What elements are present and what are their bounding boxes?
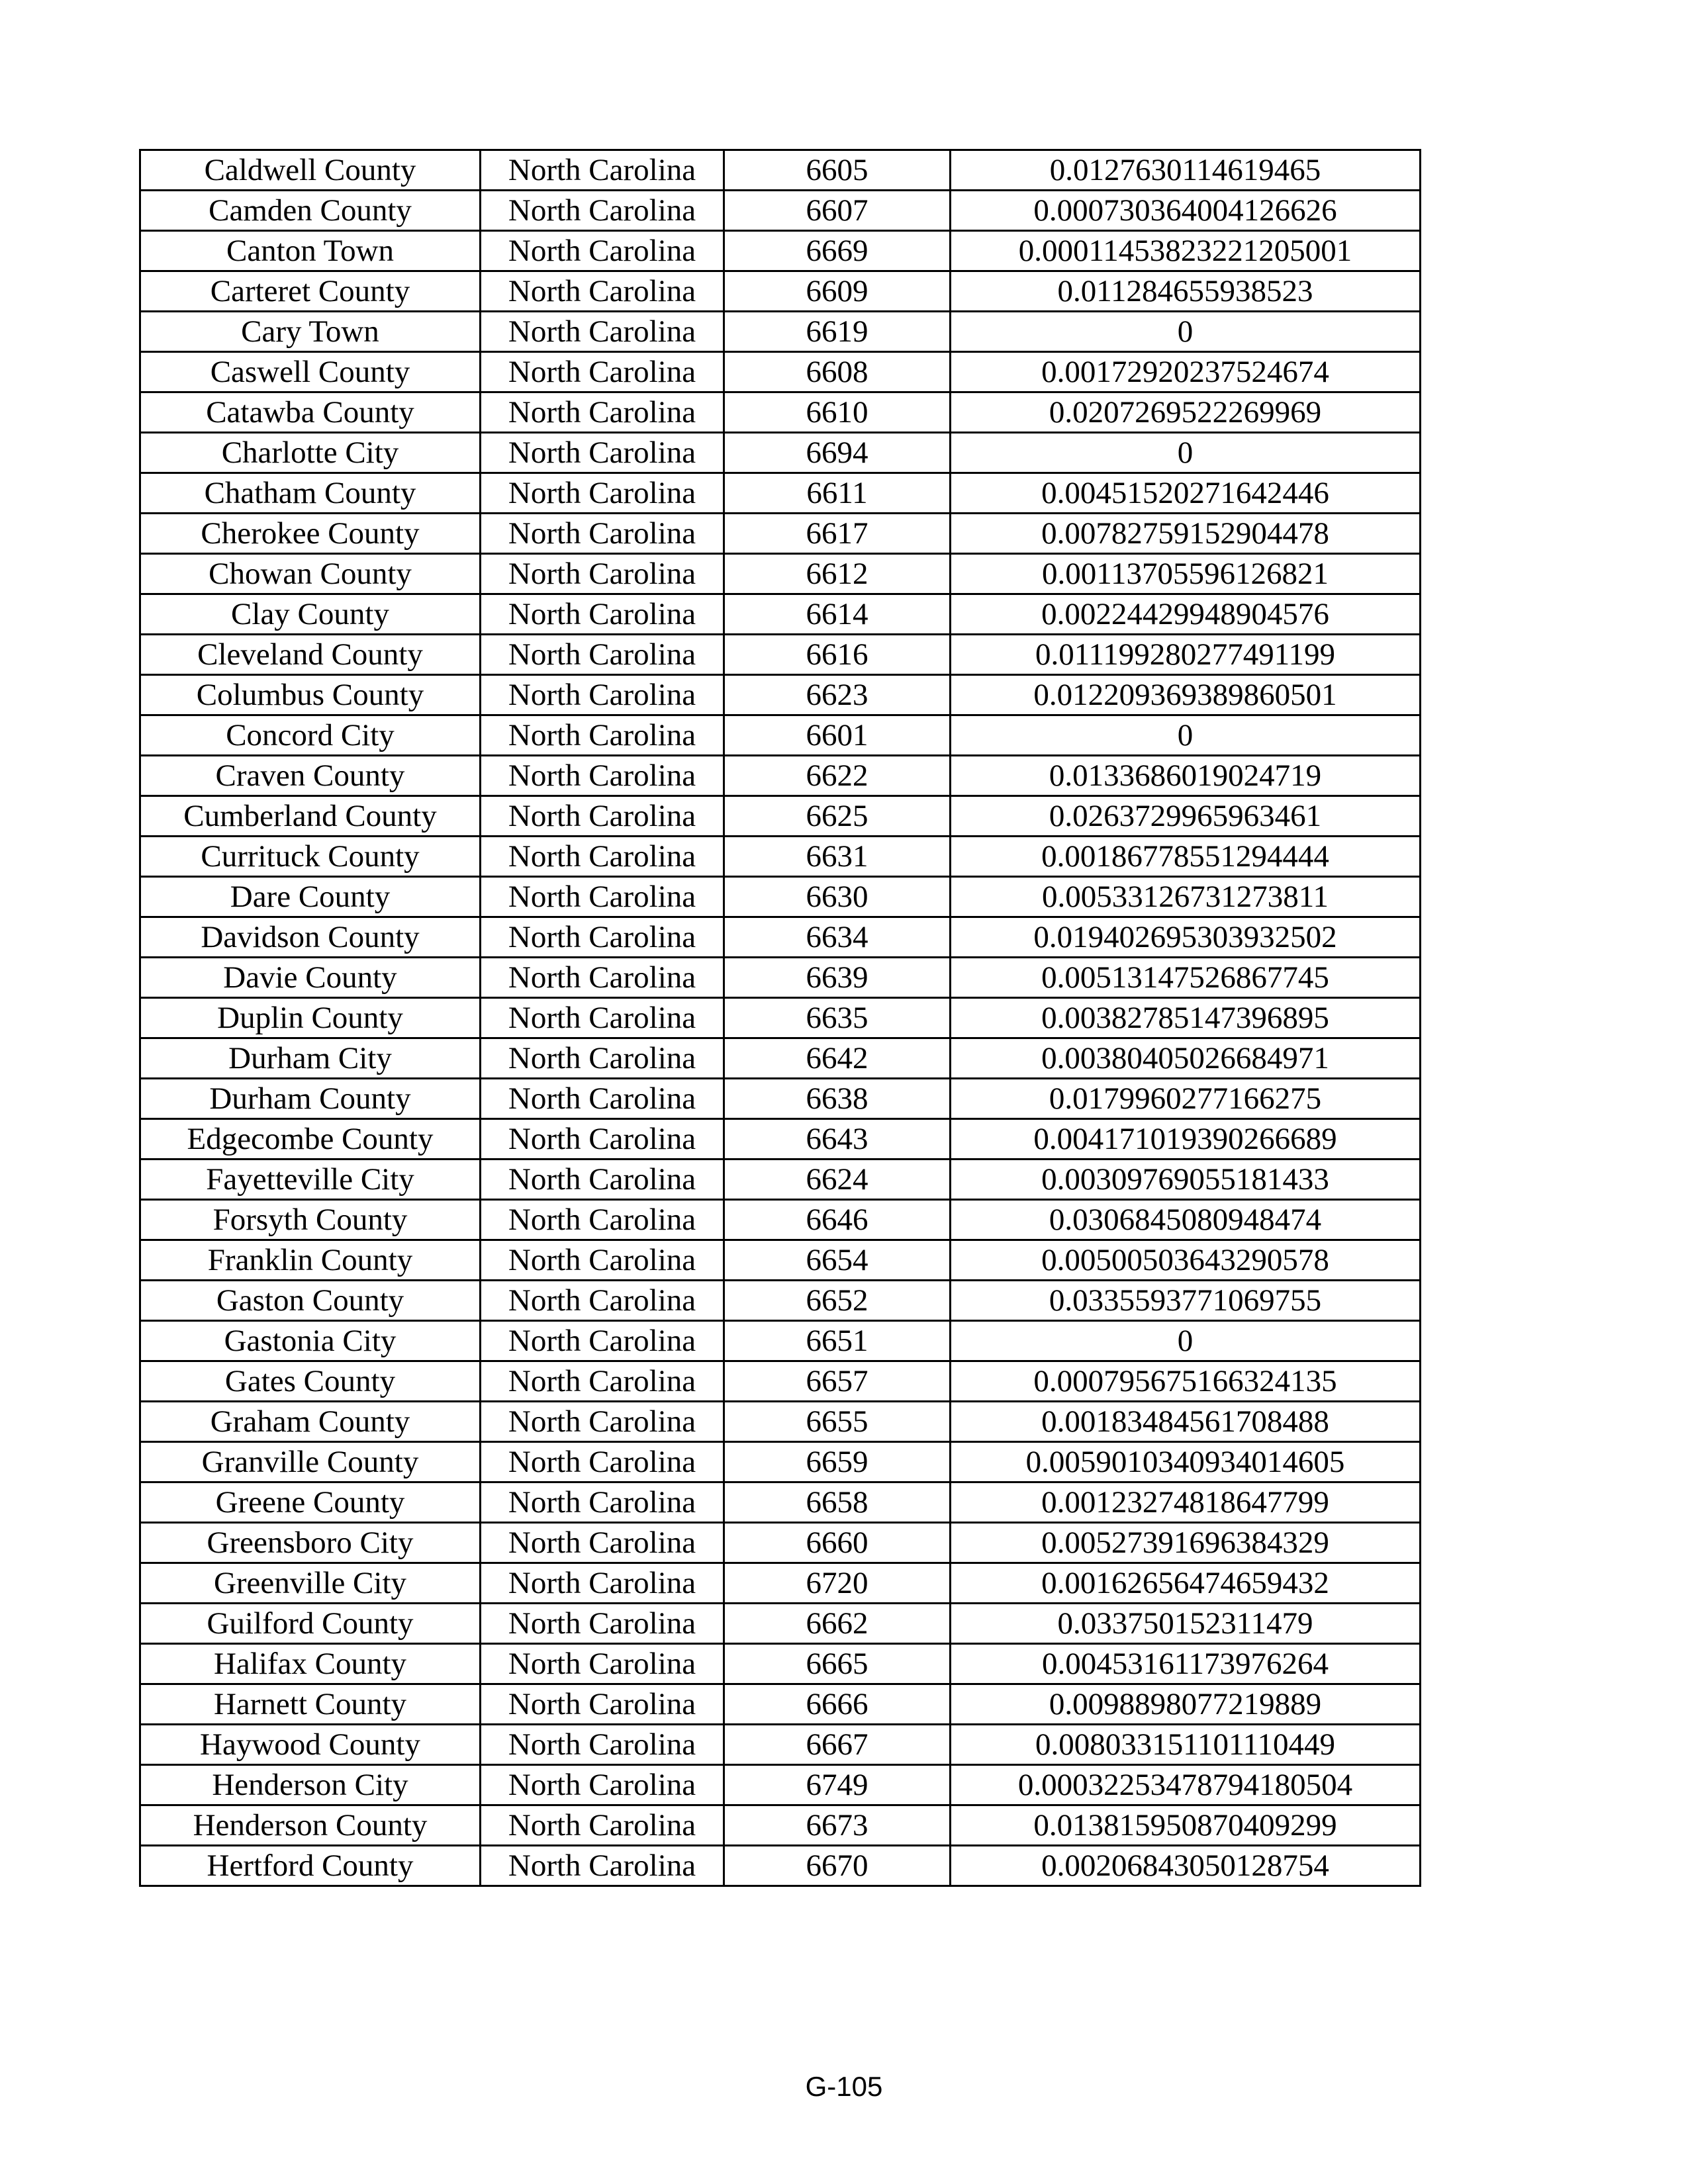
code-cell: 6610 [724,392,951,433]
state-cell: North Carolina [481,473,724,514]
state-cell: North Carolina [481,514,724,554]
code-cell: 6611 [724,473,951,514]
state-cell: North Carolina [481,1563,724,1604]
code-cell: 6654 [724,1240,951,1281]
state-cell: North Carolina [481,594,724,635]
code-cell: 6605 [724,150,951,191]
code-cell: 6612 [724,554,951,594]
state-cell: North Carolina [481,1765,724,1805]
subdivision-name-cell: Harnett County [140,1684,481,1725]
state-cell: North Carolina [481,635,724,675]
subdivision-name-cell: Clay County [140,594,481,635]
subdivision-name-cell: Carteret County [140,271,481,312]
code-cell: 6667 [724,1725,951,1765]
table-row [140,635,1421,675]
table-row [140,1200,1421,1240]
state-cell: North Carolina [481,1644,724,1684]
subdivision-name-cell: Concord City [140,715,481,756]
code-cell: 6630 [724,877,951,917]
table-row [140,514,1421,554]
state-cell: North Carolina [481,877,724,917]
table-row [140,352,1421,392]
code-cell: 6608 [724,352,951,392]
allocation-value-cell: 0.0098898077219889 [951,1684,1421,1725]
state-cell: North Carolina [481,1604,724,1644]
code-cell: 6616 [724,635,951,675]
allocation-value-cell: 0.00533126731273811 [951,877,1421,917]
code-cell: 6651 [724,1321,951,1361]
code-cell: 6660 [724,1523,951,1563]
state-cell: North Carolina [481,1200,724,1240]
allocation-value-cell: 0.0179960277166275 [951,1079,1421,1119]
state-cell: North Carolina [481,1482,724,1523]
table-row [140,917,1421,958]
allocation-value-cell: 0.000730364004126626 [951,191,1421,231]
table-row [140,1805,1421,1846]
table-body [140,150,1421,1886]
code-cell: 6609 [724,271,951,312]
allocation-value-cell: 0.00380405026684971 [951,1038,1421,1079]
subdivision-name-cell: Dare County [140,877,481,917]
table-row [140,1361,1421,1402]
code-cell: 6646 [724,1200,951,1240]
state-cell: North Carolina [481,1361,724,1402]
allocation-value-cell: 0.00513147526867745 [951,958,1421,998]
state-cell: North Carolina [481,1321,724,1361]
table-row [140,554,1421,594]
code-cell: 6643 [724,1119,951,1160]
code-cell: 6614 [724,594,951,635]
table-row [140,1119,1421,1160]
table-row [140,433,1421,473]
table-row [140,312,1421,352]
table-row [140,796,1421,837]
subdivision-name-cell: Currituck County [140,837,481,877]
subdivision-name-cell: Greene County [140,1482,481,1523]
code-cell: 6634 [724,917,951,958]
allocation-value-cell: 0.0207269522269969 [951,392,1421,433]
state-cell: North Carolina [481,1442,724,1482]
subdivision-name-cell: Charlotte City [140,433,481,473]
allocation-value-cell: 0.00782759152904478 [951,514,1421,554]
table-row [140,150,1421,191]
code-cell: 6659 [724,1442,951,1482]
state-cell: North Carolina [481,150,724,191]
code-cell: 6624 [724,1160,951,1200]
allocation-value-cell: 0.00172920237524674 [951,352,1421,392]
subdivision-name-cell: Cleveland County [140,635,481,675]
table-row [140,1644,1421,1684]
subdivision-name-cell: Edgecombe County [140,1119,481,1160]
state-cell: North Carolina [481,1119,724,1160]
allocation-value-cell: 0.00113705596126821 [951,554,1421,594]
allocation-value-cell: 0.000795675166324135 [951,1361,1421,1402]
subdivision-name-cell: Hertford County [140,1846,481,1886]
allocation-value-cell: 0.00382785147396895 [951,998,1421,1038]
code-cell: 6642 [724,1038,951,1079]
state-cell: North Carolina [481,998,724,1038]
subdivision-name-cell: Graham County [140,1402,481,1442]
allocation-value-cell: 0.0263729965963461 [951,796,1421,837]
code-cell: 6622 [724,756,951,796]
code-cell: 6657 [724,1361,951,1402]
code-cell: 6631 [724,837,951,877]
table-row [140,1684,1421,1725]
allocation-value-cell: 0.00162656474659432 [951,1563,1421,1604]
state-cell: North Carolina [481,231,724,271]
subdivision-name-cell: Halifax County [140,1644,481,1684]
allocation-value-cell: 0.00527391696384329 [951,1523,1421,1563]
subdivision-name-cell: Guilford County [140,1604,481,1644]
state-cell: North Carolina [481,917,724,958]
code-cell: 6673 [724,1805,951,1846]
subdivision-name-cell: Gastonia City [140,1321,481,1361]
state-cell: North Carolina [481,756,724,796]
subdivision-name-cell: Durham County [140,1079,481,1119]
allocation-value-cell: 0.00224429948904576 [951,594,1421,635]
subdivision-name-cell: Forsyth County [140,1200,481,1240]
table-row [140,1482,1421,1523]
table-row [140,1160,1421,1200]
table-row [140,756,1421,796]
subdivision-name-cell: Davie County [140,958,481,998]
allocation-value-cell: 0 [951,312,1421,352]
table-row [140,675,1421,715]
table-row [140,1281,1421,1321]
table-row [140,271,1421,312]
allocation-value-cell: 0.0133686019024719 [951,756,1421,796]
subdivision-name-cell: Caldwell County [140,150,481,191]
code-cell: 6635 [724,998,951,1038]
state-cell: North Carolina [481,1725,724,1765]
subdivision-name-cell: Cumberland County [140,796,481,837]
allocation-value-cell: 0.00309769055181433 [951,1160,1421,1200]
subdivision-name-cell: Gates County [140,1361,481,1402]
state-cell: North Carolina [481,1079,724,1119]
subdivision-name-cell: Cary Town [140,312,481,352]
subdivision-name-cell: Durham City [140,1038,481,1079]
allocation-value-cell: 0.00453161173976264 [951,1644,1421,1684]
code-cell: 6617 [724,514,951,554]
code-cell: 6720 [724,1563,951,1604]
table-row [140,1402,1421,1442]
subdivision-name-cell: Chowan County [140,554,481,594]
subdivision-name-cell: Catawba County [140,392,481,433]
subdivision-name-cell: Davidson County [140,917,481,958]
state-cell: North Carolina [481,1240,724,1281]
allocation-value-cell: 0.00206843050128754 [951,1846,1421,1886]
table-row [140,1321,1421,1361]
table-row [140,1038,1421,1079]
allocation-value-cell: 0.00123274818647799 [951,1482,1421,1523]
state-cell: North Carolina [481,271,724,312]
allocation-value-cell: 0.011199280277491199 [951,635,1421,675]
code-cell: 6662 [724,1604,951,1644]
code-cell: 6652 [724,1281,951,1321]
state-cell: North Carolina [481,1523,724,1563]
code-cell: 6669 [724,231,951,271]
table-row [140,998,1421,1038]
allocation-value-cell: 0.008033151101110449 [951,1725,1421,1765]
state-cell: North Carolina [481,796,724,837]
subdivision-name-cell: Cherokee County [140,514,481,554]
allocation-value-cell: 0.011284655938523 [951,271,1421,312]
subdivision-name-cell: Caswell County [140,352,481,392]
allocation-value-cell: 0.00500503643290578 [951,1240,1421,1281]
state-cell: North Carolina [481,352,724,392]
table-row [140,1563,1421,1604]
allocation-value-cell: 0.033750152311479 [951,1604,1421,1644]
code-cell: 6619 [724,312,951,352]
code-cell: 6623 [724,675,951,715]
code-cell: 6658 [724,1482,951,1523]
table-row [140,594,1421,635]
allocation-value-cell: 0.00183484561708488 [951,1402,1421,1442]
table-row [140,473,1421,514]
code-cell: 6625 [724,796,951,837]
code-cell: 6655 [724,1402,951,1442]
state-cell: North Carolina [481,837,724,877]
allocation-value-cell: 0.019402695303932502 [951,917,1421,958]
table-row [140,1442,1421,1482]
subdivision-name-cell: Columbus County [140,675,481,715]
subdivision-name-cell: Gaston County [140,1281,481,1321]
table-row [140,837,1421,877]
allocation-value-cell: 0.0059010340934014605 [951,1442,1421,1482]
state-cell: North Carolina [481,1281,724,1321]
allocation-value-cell: 0.004171019390266689 [951,1119,1421,1160]
subdivision-name-cell: Fayetteville City [140,1160,481,1200]
table-row [140,1604,1421,1644]
state-cell: North Carolina [481,1684,724,1725]
state-cell: North Carolina [481,1805,724,1846]
allocation-table [139,149,1421,1887]
subdivision-name-cell: Chatham County [140,473,481,514]
table-row [140,1523,1421,1563]
subdivision-name-cell: Henderson County [140,1805,481,1846]
table-row [140,715,1421,756]
state-cell: North Carolina [481,1038,724,1079]
state-cell: North Carolina [481,554,724,594]
table-row [140,958,1421,998]
allocation-value-cell: 0.0127630114619465 [951,150,1421,191]
allocation-value-cell: 0 [951,715,1421,756]
code-cell: 6607 [724,191,951,231]
code-cell: 6670 [724,1846,951,1886]
subdivision-name-cell: Canton Town [140,231,481,271]
code-cell: 6665 [724,1644,951,1684]
allocation-value-cell: 0.0335593771069755 [951,1281,1421,1321]
table-row [140,877,1421,917]
allocation-value-cell: 0.0306845080948474 [951,1200,1421,1240]
allocation-value-cell: 0.00186778551294444 [951,837,1421,877]
table-row [140,191,1421,231]
page-number: G-105 [805,2071,883,2102]
state-cell: North Carolina [481,1846,724,1886]
allocation-value-cell: 0.013815950870409299 [951,1805,1421,1846]
code-cell: 6639 [724,958,951,998]
state-cell: North Carolina [481,1402,724,1442]
subdivision-name-cell: Greensboro City [140,1523,481,1563]
subdivision-name-cell: Henderson City [140,1765,481,1805]
subdivision-name-cell: Camden County [140,191,481,231]
table-row [140,1846,1421,1886]
allocation-value-cell: 0.00011453823221205001 [951,231,1421,271]
allocation-value-cell: 0.00032253478794180504 [951,1765,1421,1805]
state-cell: North Carolina [481,958,724,998]
state-cell: North Carolina [481,433,724,473]
table-row [140,1240,1421,1281]
state-cell: North Carolina [481,675,724,715]
table-row [140,231,1421,271]
table-row [140,392,1421,433]
table-row [140,1725,1421,1765]
table-row [140,1079,1421,1119]
allocation-value-cell: 0 [951,1321,1421,1361]
subdivision-name-cell: Franklin County [140,1240,481,1281]
state-cell: North Carolina [481,392,724,433]
subdivision-name-cell: Granville County [140,1442,481,1482]
state-cell: North Carolina [481,715,724,756]
allocation-value-cell: 0.00451520271642446 [951,473,1421,514]
allocation-value-cell: 0 [951,433,1421,473]
code-cell: 6601 [724,715,951,756]
allocation-value-cell: 0.012209369389860501 [951,675,1421,715]
state-cell: North Carolina [481,1160,724,1200]
code-cell: 6638 [724,1079,951,1119]
state-cell: North Carolina [481,191,724,231]
code-cell: 6749 [724,1765,951,1805]
subdivision-name-cell: Duplin County [140,998,481,1038]
subdivision-name-cell: Craven County [140,756,481,796]
state-cell: North Carolina [481,312,724,352]
subdivision-name-cell: Greenville City [140,1563,481,1604]
subdivision-name-cell: Haywood County [140,1725,481,1765]
code-cell: 6694 [724,433,951,473]
table-row [140,1765,1421,1805]
code-cell: 6666 [724,1684,951,1725]
